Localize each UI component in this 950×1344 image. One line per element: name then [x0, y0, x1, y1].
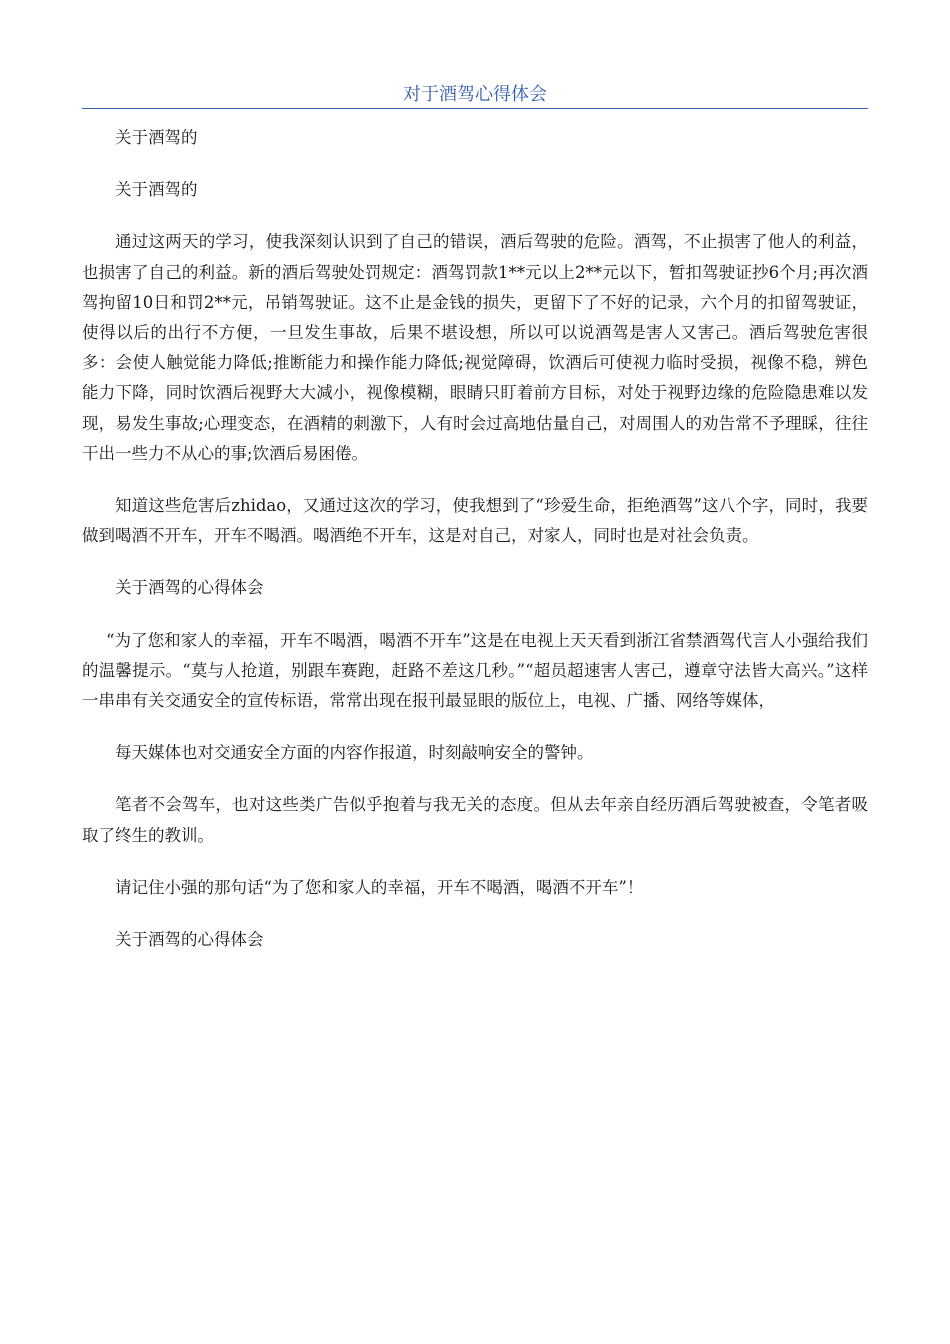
- document-page: [82, 78, 868, 977]
- paragraph-body-3: “为了您和家人的幸福，开车不喝酒，喝酒不开车”这是在电视上天天看到浙江省禁酒驾代言人小强给我们的温馨提示。“莫与人抢道，别跟车赛跑，赶路不差这几秒。”“超员超速害人害己，遵章守法皆大高兴。”这样一串串有关交通安全的宣传标语，常常出现在报刊最显眼的版位上，电视、广播、网络等媒体，: [82, 630, 868, 711]
- paragraph-body-2: 知道这些危害后zhidao，又通过这次的学习，使我想到了“珍爱生命，拒绝酒驾”这八个字，同时，我要做到喝酒不开车，开车不喝酒。喝酒绝不开车，这是对自己，对家人，同时也是对社会负责。: [82, 496, 868, 546]
- paragraph-heading-3: 关于酒驾的心得体会: [115, 578, 264, 598]
- paragraph-body-6: 请记住小强的那句话“为了您和家人的幸福，开车不喝酒，喝酒不开车”！: [115, 877, 644, 897]
- paragraph-heading-1: 关于酒驾的: [115, 128, 198, 147]
- paragraph-body-5: 笔者不会驾车，也对这些类广告似乎抱着与我无关的态度。但从去年亲自经历酒后驾驶被查，令笔者吸取了终生的教训。: [82, 795, 868, 845]
- paragraph-heading-4: 关于酒驾的心得体会: [115, 930, 264, 950]
- title-divider: [82, 108, 868, 109]
- paragraph-body-1: 通过这两天的学习，使我深刻认识到了自己的错误，酒后驾驶的危险。酒驾，不止损害了他人的利益，也损害了自己的利益。新的酒后驾驶处罚规定：酒驾罚款1**元以上2**元以下，暂扣驾驶证抄6个月;再次酒驾拘留10日和罚2**元，吊销驾驶证。这不止是金钱的损失，更留下了不好的记录，六个月的扣留驾驶证，使得以后的出行不方便，一旦发生事故，后果不堪设想，所以可以说酒驾是害人又害己。酒后驾驶危害很多：会使人触觉能力降低;推断能力和操作能力降低;视觉障碍，饮酒后可使视力临时受损，视像不稳，辨色能力下降，同时饮酒后视野大大减小，视像模糊，眼睛只盯着前方目标，对处于视野边缘的危险隐患难以发现，易发生事故;心理变态，在酒精的刺激下，人有时会过高地估量自己，对周围人的劝告常不予理睬，往往干出一些力不从心的事;饮酒后易困倦。: [82, 232, 868, 463]
- document-title: 对于酒驾心得体会: [403, 84, 547, 105]
- paragraph-heading-2: 关于酒驾的: [115, 180, 198, 200]
- paragraph-body-4: 每天媒体也对交通安全方面的内容作报道，时刻敲响安全的警钟。: [115, 743, 594, 763]
